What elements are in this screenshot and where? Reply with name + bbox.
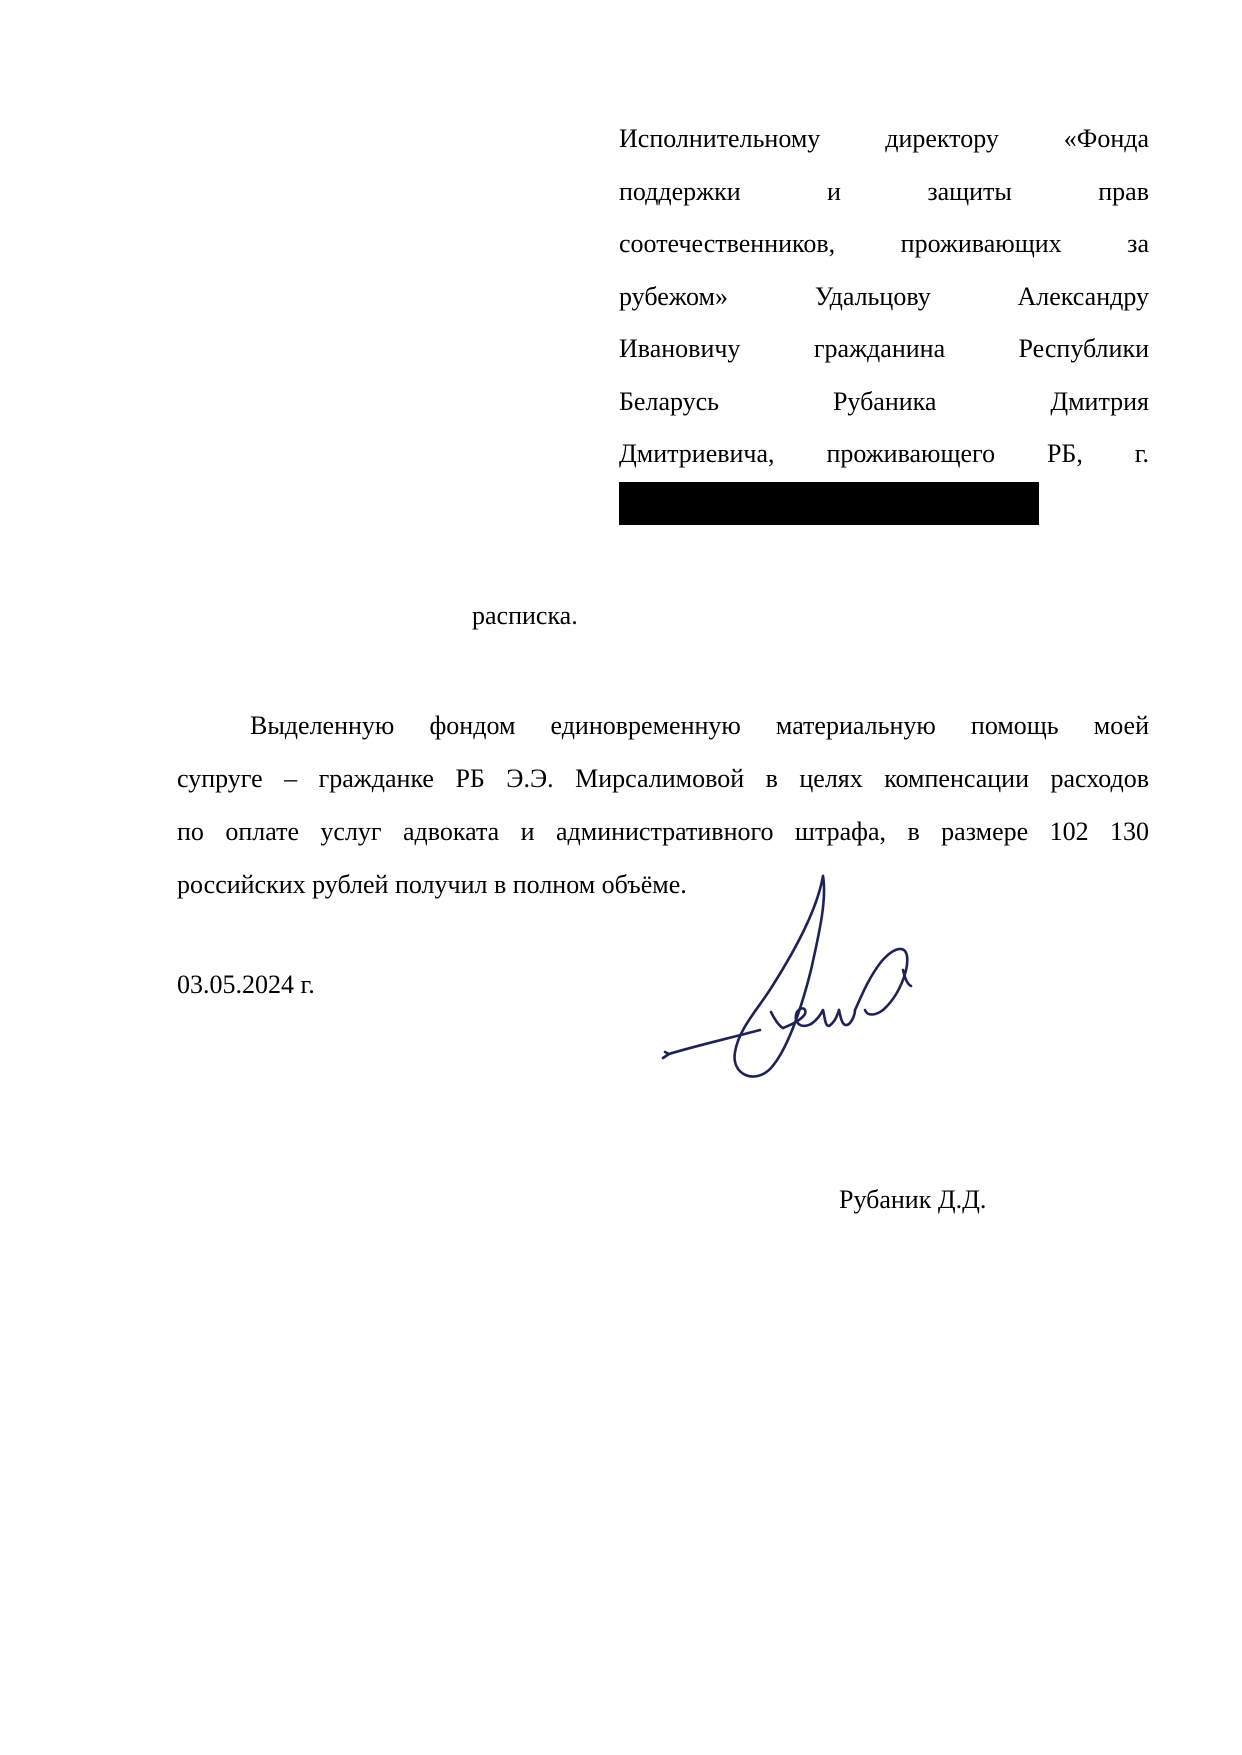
handwritten-signature (655, 870, 975, 1100)
body-line: российских рублей получил в полном объёме. (177, 870, 687, 899)
signer-name: Рубаник Д.Д. (839, 1185, 987, 1214)
document-date: 03.05.2024 г. (177, 970, 315, 999)
addressee-line: поддержки и защиты прав (619, 176, 1149, 206)
addressee-line: Дмитриевича, проживающего РБ, г. (619, 439, 1149, 468)
addressee-line: соотечественников, проживающих за (619, 229, 1149, 258)
body-line: супруге – гражданке РБ Э.Э. Мирсалимовой в целях компенсации расходов (177, 764, 1149, 793)
addressee-line: рубежом» Удальцову Александру (619, 281, 1149, 311)
addressee-line: Исполнительному директору «Фонда (619, 124, 1149, 153)
body-line: по оплате услуг адвоката и административного штрафа, в размере 102 130 (177, 817, 1149, 846)
addressee-line: Беларусь Рубаника Дмитрия (619, 386, 1149, 416)
body-line: Выделенную фондом единовременную материальную помощь моей (250, 711, 1149, 740)
addressee-block (619, 113, 1149, 481)
document-title: расписка. (472, 601, 578, 630)
addressee-line: Ивановичу гражданина Республики (619, 334, 1149, 363)
redaction-bar (619, 482, 1039, 525)
